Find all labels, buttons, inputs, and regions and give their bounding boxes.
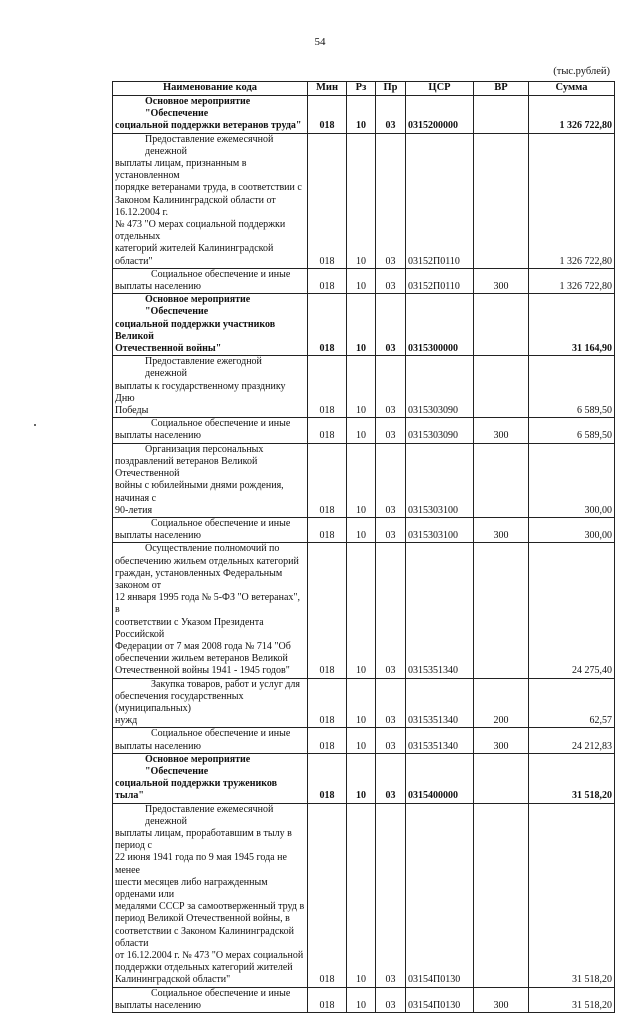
name-line: Предоставление ежемесячной денежной — [145, 803, 274, 827]
cell-min: 018 — [308, 356, 347, 418]
cell-pr: 03 — [376, 133, 406, 268]
table-row — [113, 753, 615, 803]
name-line: Организация персональных — [145, 443, 264, 455]
cell-rz: 10 — [347, 356, 376, 418]
cell-vr — [474, 543, 529, 678]
cell-pr: 03 — [376, 753, 406, 803]
cell-csr: 0315303090 — [406, 418, 474, 443]
name-line: обеспечения государственных (муниципальных) — [115, 690, 244, 714]
name-line: Предоставление ежемесячной денежной — [145, 133, 274, 157]
cell-sum: 24 275,40 — [529, 543, 615, 678]
name-line: социальной поддержки участников Великой — [115, 318, 276, 342]
cell-sum: 6 589,50 — [529, 356, 615, 418]
cell-min: 018 — [308, 268, 347, 293]
name-line: период Великой Отечественной войны, в — [115, 913, 290, 925]
cell-csr: 0315300000 — [406, 294, 474, 356]
table-row — [113, 803, 615, 987]
name-line: Закупка товаров, работ и услуг для — [151, 678, 300, 690]
name-line: социальной поддержки тружеников тыла" — [115, 778, 278, 802]
cell-csr: 03152П0110 — [406, 268, 474, 293]
table-row — [113, 418, 615, 443]
cell-pr: 03 — [376, 728, 406, 753]
cell-rz: 10 — [347, 517, 376, 542]
name-line: 22 июня 1941 года по 9 мая 1945 года не менее — [115, 852, 287, 876]
name-line: выплаты населению — [115, 281, 201, 293]
cell-min: 018 — [308, 517, 347, 542]
cell-pr: 03 — [376, 678, 406, 728]
name-line: Социальное обеспечение и иные — [151, 517, 291, 529]
cell-min: 018 — [308, 96, 347, 134]
cell-sum: 1 326 722,80 — [529, 268, 615, 293]
cell-sum: 6 589,50 — [529, 418, 615, 443]
cell-csr: 03154П0130 — [406, 803, 474, 987]
name-line: 12 января 1995 года № 5-ФЗ "О ветеранах", в — [115, 592, 300, 616]
cell-csr: 0315303090 — [406, 356, 474, 418]
name-line: Осуществление полномочий по — [145, 543, 280, 555]
cell-name — [113, 133, 308, 268]
cell-name — [113, 96, 308, 134]
cell-rz: 10 — [347, 268, 376, 293]
table-row — [113, 678, 615, 728]
cell-min: 018 — [308, 678, 347, 728]
cell-min: 018 — [308, 443, 347, 517]
cell-min: 018 — [308, 418, 347, 443]
name-line: 90-летия — [115, 504, 153, 516]
budget-table — [112, 81, 615, 1013]
cell-name — [113, 268, 308, 293]
cell-sum: 300,00 — [529, 517, 615, 542]
name-line: Основное мероприятие "Обеспечение — [145, 96, 251, 120]
table-row — [113, 133, 615, 268]
name-line: выплаты населению — [115, 530, 201, 542]
table-row — [113, 268, 615, 293]
cell-rz: 10 — [347, 753, 376, 803]
cell-vr — [474, 443, 529, 517]
cell-min: 018 — [308, 133, 347, 268]
name-line: Социальное обеспечение и иные — [151, 728, 291, 740]
cell-vr — [474, 96, 529, 134]
table-row — [113, 728, 615, 753]
cell-csr: 0315351340 — [406, 728, 474, 753]
cell-rz: 10 — [347, 96, 376, 134]
cell-vr — [474, 803, 529, 987]
name-line: Калининградской области" — [115, 974, 231, 986]
cell-pr: 03 — [376, 418, 406, 443]
cell-csr: 0315400000 — [406, 753, 474, 803]
cell-vr: 300 — [474, 728, 529, 753]
cell-name — [113, 987, 308, 1012]
name-line: Социальное обеспечение и иные — [151, 268, 291, 280]
cell-min: 018 — [308, 728, 347, 753]
name-line: № 473 "О мерах социальной поддержки отдельных — [115, 219, 286, 243]
cell-vr — [474, 753, 529, 803]
cell-pr: 03 — [376, 443, 406, 517]
unit-note: (тыс.рублей) — [553, 66, 610, 77]
cell-name — [113, 678, 308, 728]
cell-min: 018 — [308, 543, 347, 678]
name-line: Социальное обеспечение и иные — [151, 418, 291, 430]
name-line: Основное мероприятие "Обеспечение — [145, 753, 251, 777]
cell-vr: 300 — [474, 987, 529, 1012]
cell-vr — [474, 133, 529, 268]
cell-name — [113, 543, 308, 678]
cell-csr: 0315200000 — [406, 96, 474, 134]
cell-pr: 03 — [376, 356, 406, 418]
name-line: выплаты лицам, проработавшим в тылу в период с — [115, 827, 292, 852]
header-sum: Сумма — [529, 82, 615, 96]
cell-pr: 03 — [376, 268, 406, 293]
scan-speck — [34, 424, 36, 426]
name-line: выплаты к государственному празднику Дню — [115, 380, 286, 404]
cell-rz: 10 — [347, 728, 376, 753]
cell-name — [113, 728, 308, 753]
cell-sum: 300,00 — [529, 443, 615, 517]
name-line: нужд — [115, 715, 138, 727]
name-line: медалями СССР за самоотверженный труд в — [115, 901, 305, 913]
header-name: Наименование кода — [113, 82, 308, 96]
cell-csr: 0315351340 — [406, 678, 474, 728]
cell-min: 018 — [308, 987, 347, 1012]
table-row — [113, 543, 615, 678]
cell-pr: 03 — [376, 517, 406, 542]
cell-min: 018 — [308, 753, 347, 803]
name-line: Отечественной войны 1941 - 1945 годов" — [115, 665, 290, 677]
cell-rz: 10 — [347, 294, 376, 356]
cell-pr: 03 — [376, 96, 406, 134]
cell-csr: 03152П0110 — [406, 133, 474, 268]
cell-vr: 300 — [474, 418, 529, 443]
cell-name — [113, 418, 308, 443]
header-pr: Пр — [376, 82, 406, 96]
name-line: граждан, установленных Федеральным законом от — [115, 567, 283, 591]
name-line: обеспечению жильем отдельных категорий — [115, 555, 299, 567]
cell-min: 018 — [308, 294, 347, 356]
cell-vr: 200 — [474, 678, 529, 728]
cell-min: 018 — [308, 803, 347, 987]
cell-vr: 300 — [474, 268, 529, 293]
cell-sum: 1 326 722,80 — [529, 96, 615, 134]
name-line: социальной поддержки ветеранов труда" — [115, 120, 302, 132]
cell-pr: 03 — [376, 803, 406, 987]
cell-vr — [474, 356, 529, 418]
name-line: выплаты населению — [115, 740, 201, 752]
name-line: Предоставление ежегодной денежной — [145, 356, 262, 380]
name-line: Отечественной войны" — [115, 343, 222, 355]
cell-vr: 300 — [474, 517, 529, 542]
cell-rz: 10 — [347, 543, 376, 678]
table-row — [113, 356, 615, 418]
name-line: поддержки отдельных категорий жителей — [115, 962, 293, 974]
name-line: порядке ветеранами труда, в соответствии с — [115, 182, 302, 194]
name-line: выплаты населению — [115, 430, 201, 442]
name-line: выплаты лицам, признанным в установленном — [115, 158, 247, 182]
header-csr: ЦСР — [406, 82, 474, 96]
page-number: 54 — [314, 36, 326, 48]
cell-rz: 10 — [347, 803, 376, 987]
name-line: Победы — [115, 405, 149, 417]
table-row — [113, 294, 615, 356]
cell-pr: 03 — [376, 987, 406, 1012]
name-line: Основное мероприятие "Обеспечение — [145, 294, 251, 318]
cell-name — [113, 356, 308, 418]
name-line: Социальное обеспечение и иные — [151, 987, 291, 999]
cell-sum: 31 518,20 — [529, 803, 615, 987]
cell-csr: 0315351340 — [406, 543, 474, 678]
cell-csr: 03154П0130 — [406, 987, 474, 1012]
cell-rz: 10 — [347, 678, 376, 728]
name-line: выплаты населению — [115, 999, 201, 1011]
cell-sum: 1 326 722,80 — [529, 133, 615, 268]
table-row — [113, 443, 615, 517]
table-row — [113, 517, 615, 542]
name-line: шести месяцев либо награжденным орденами или — [115, 876, 268, 900]
cell-sum: 24 212,83 — [529, 728, 615, 753]
cell-sum: 62,57 — [529, 678, 615, 728]
cell-pr: 03 — [376, 543, 406, 678]
cell-rz: 10 — [347, 987, 376, 1012]
name-line: соответствии с Указом Президента Российской — [115, 616, 264, 640]
cell-name — [113, 753, 308, 803]
cell-csr: 0315303100 — [406, 517, 474, 542]
name-line: категорий жителей Калининградской области" — [115, 243, 274, 267]
header-min: Мин — [308, 82, 347, 96]
cell-sum: 31 518,20 — [529, 753, 615, 803]
cell-name — [113, 517, 308, 542]
header-row — [113, 82, 615, 96]
cell-name — [113, 803, 308, 987]
cell-vr — [474, 294, 529, 356]
name-line: обеспечении жильем ветеранов Великой — [115, 653, 288, 665]
cell-rz: 10 — [347, 443, 376, 517]
name-line: Федерации от 7 мая 2008 года № 714 "Об — [115, 640, 291, 652]
cell-sum: 31 164,90 — [529, 294, 615, 356]
name-line: войны с юбилейными днями рождения, начиная с — [115, 480, 284, 504]
name-line: Законом Калининградской области от 16.12.2004 г. — [115, 194, 276, 218]
cell-pr: 03 — [376, 294, 406, 356]
name-line: от 16.12.2004 г. № 473 "О мерах социальной — [115, 950, 304, 962]
header-rz: Рз — [347, 82, 376, 96]
table-row — [113, 96, 615, 134]
table-row — [113, 987, 615, 1012]
cell-rz: 10 — [347, 418, 376, 443]
cell-csr: 0315303100 — [406, 443, 474, 517]
name-line: соответствии с Законом Калининградской области — [115, 925, 294, 949]
header-vr: ВР — [474, 82, 529, 96]
name-line: поздравлений ветеранов Великой Отечественной — [115, 455, 258, 480]
cell-sum: 31 518,20 — [529, 987, 615, 1012]
cell-name — [113, 294, 308, 356]
cell-name — [113, 443, 308, 517]
cell-rz: 10 — [347, 133, 376, 268]
